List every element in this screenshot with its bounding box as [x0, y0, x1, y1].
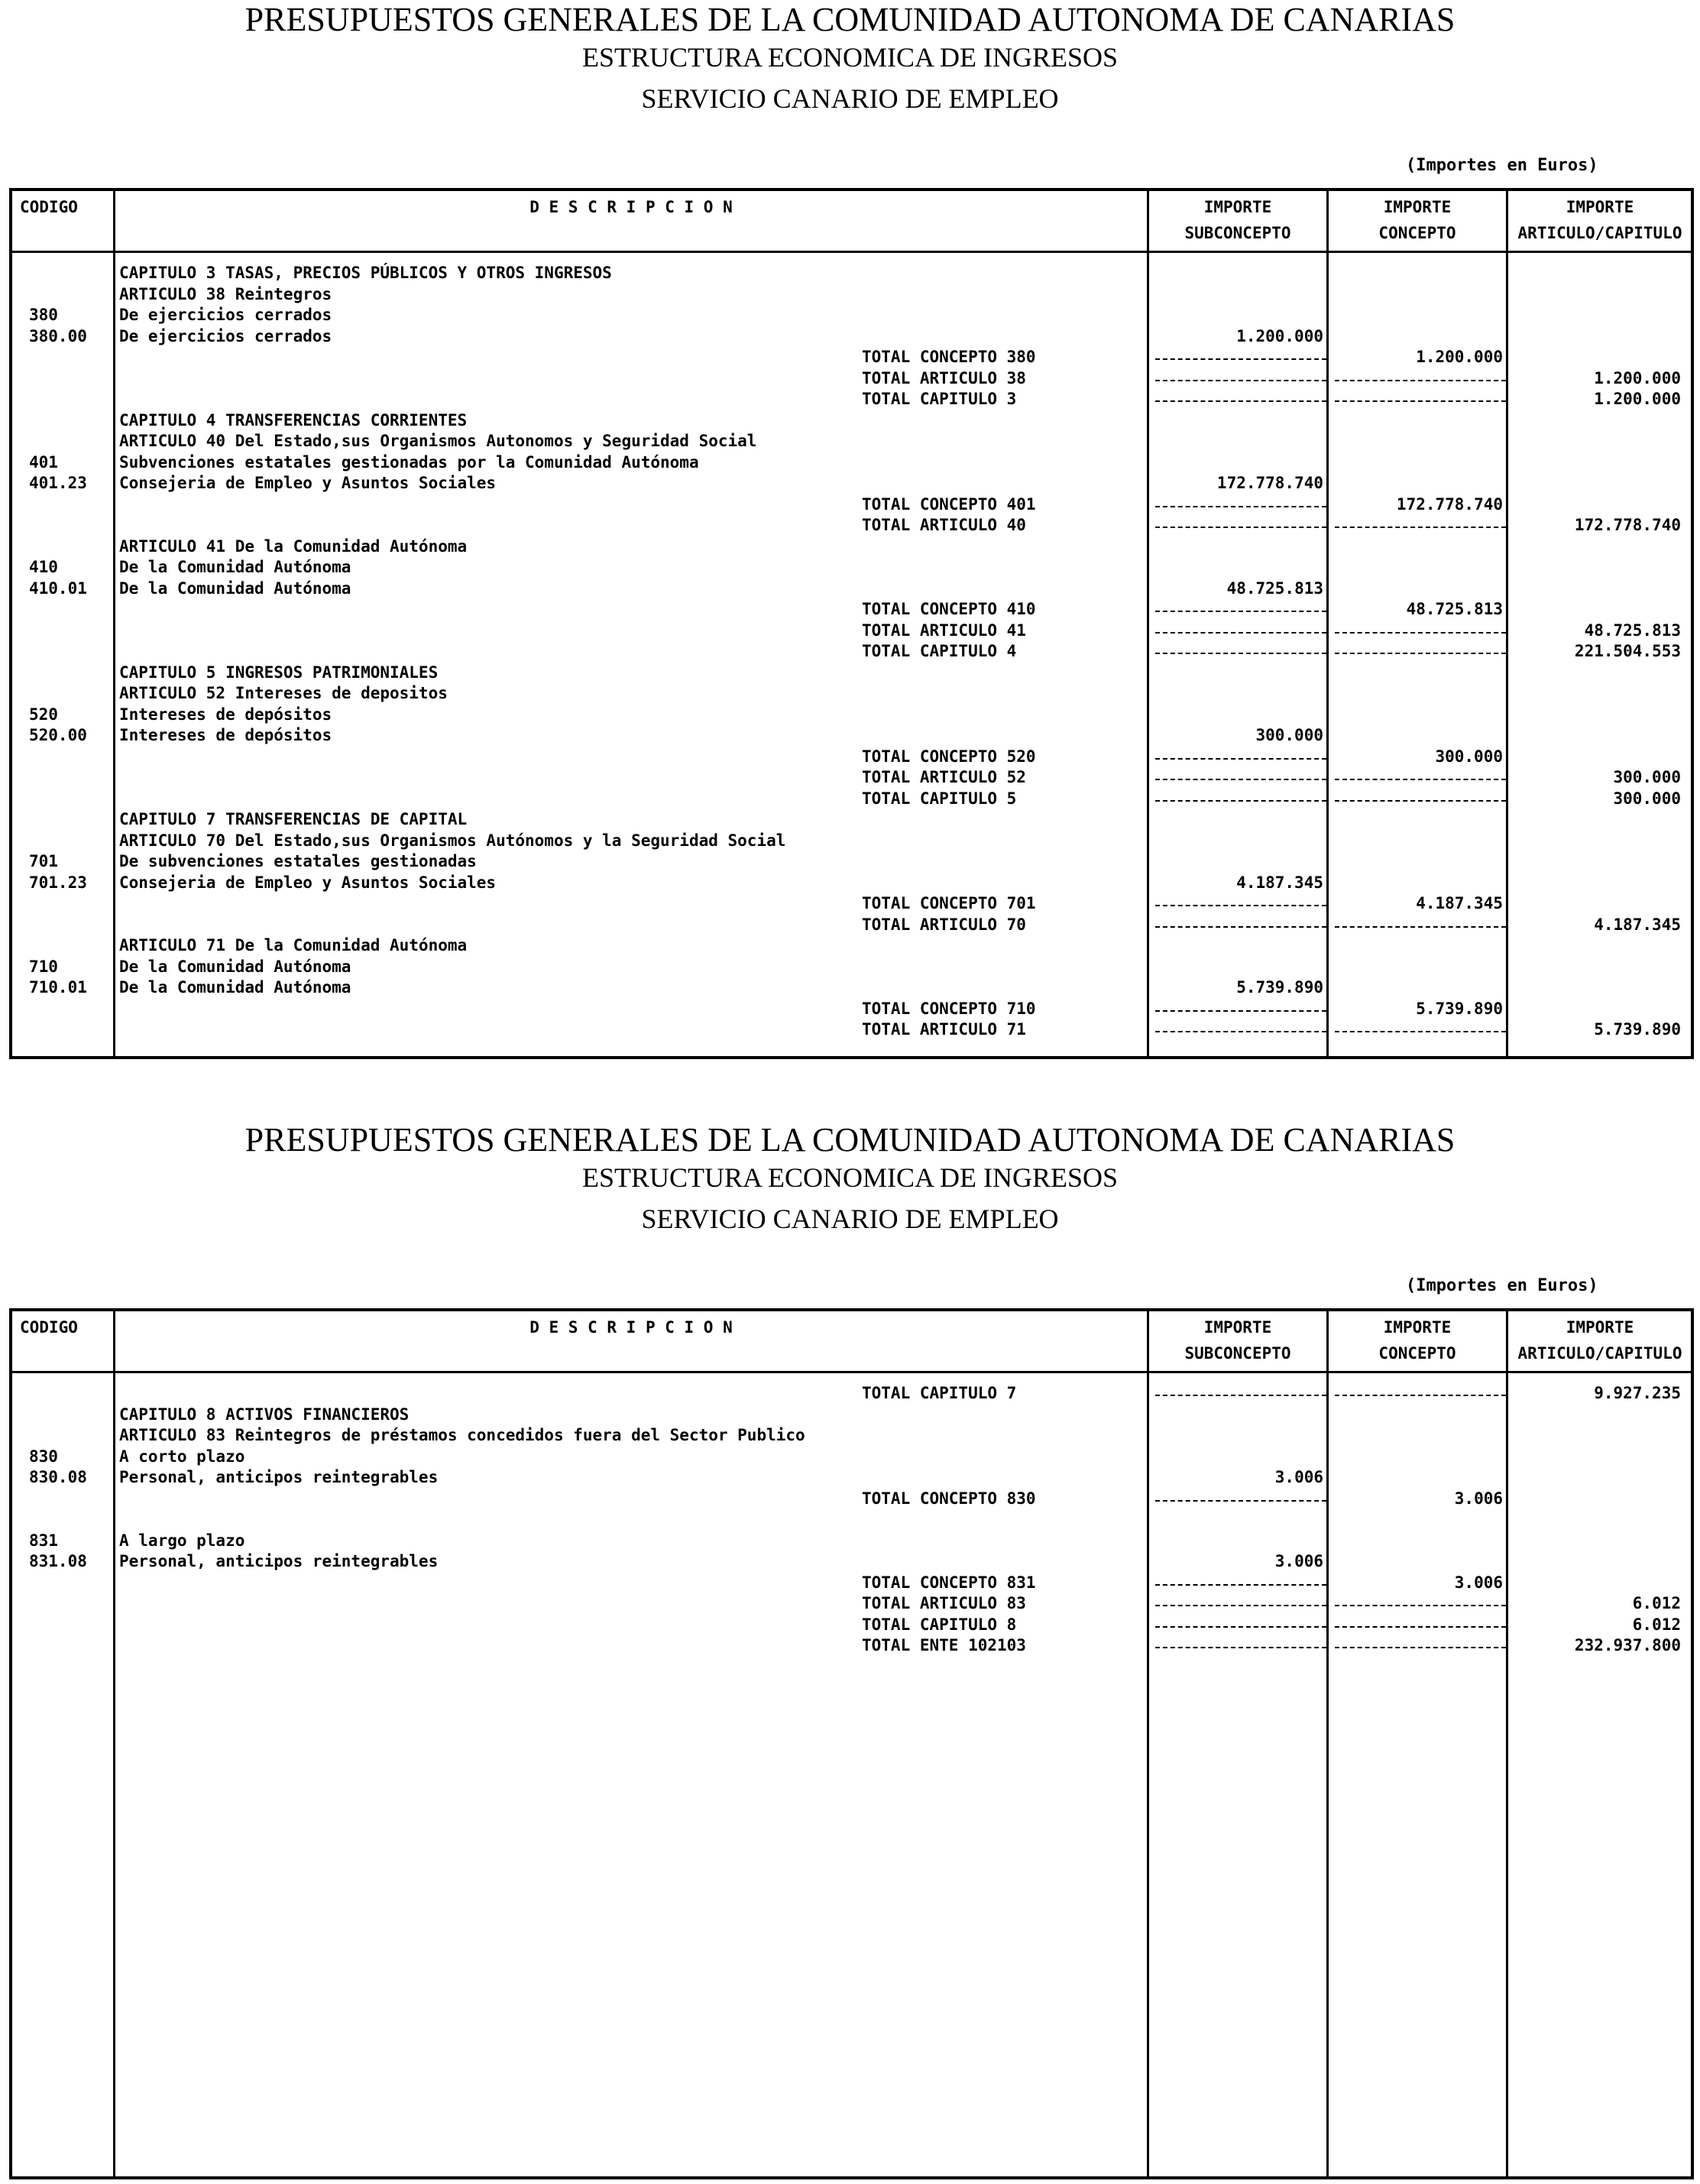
row-code: 701: [29, 852, 58, 870]
total-label: TOTAL ARTICULO 83: [862, 1594, 1026, 1612]
row-description: De la Comunidad Autónoma: [119, 978, 351, 996]
dash-leader: [1335, 1605, 1506, 1606]
row-description: Personal, anticipos reintegrables: [119, 1468, 439, 1486]
col-codigo: CODIGO: [20, 198, 78, 216]
dash-leader: [1155, 506, 1326, 507]
row-description: ARTICULO 41 De la Comunidad Autónoma: [119, 536, 468, 556]
table-row: [12, 410, 1691, 432]
total-label: TOTAL CONCEPTO 830: [862, 1489, 1036, 1508]
row-description: Consejeria de Empleo y Asuntos Sociales: [119, 873, 497, 892]
dash-leader: [1155, 400, 1326, 402]
row-description: Subvenciones estatales gestionadas por la Comunidad Autónoma: [119, 452, 699, 471]
row-code: 831: [29, 1531, 58, 1550]
total-label: TOTAL CAPITULO 4: [862, 642, 1017, 660]
table-row: [12, 725, 1691, 747]
total-label: TOTAL CAPITULO 8: [862, 1615, 1017, 1634]
row-code: 401: [29, 452, 58, 471]
row-description: A corto plazo: [119, 1447, 245, 1466]
total-label: TOTAL CAPITULO 3: [862, 390, 1017, 408]
table-row: [12, 1531, 1691, 1552]
col-importe-concepto-2: CONCEPTO: [1378, 1344, 1456, 1363]
table-row: [12, 957, 1691, 978]
col-importe-articulo-2: ARTICULO/CAPITULO: [1517, 224, 1682, 242]
importe-articulo-capitulo: 6.012: [1632, 1594, 1681, 1612]
row-code: 710: [29, 957, 58, 976]
total-label: TOTAL ARTICULO 40: [862, 516, 1026, 534]
row-description: De ejercicios cerrados: [119, 326, 332, 345]
dash-leader: [1155, 1584, 1326, 1586]
importe-articulo-capitulo: 1.200.000: [1594, 390, 1681, 408]
col-importe-articulo-1: IMPORTE: [1566, 1318, 1634, 1337]
total-label: TOTAL CAPITULO 7: [862, 1384, 1017, 1402]
total-label: TOTAL ARTICULO 38: [862, 368, 1026, 387]
dash-leader: [1155, 800, 1326, 802]
dash-leader: [1155, 380, 1326, 381]
dash-leader: [1155, 1031, 1326, 1032]
col-importe-articulo-1: IMPORTE: [1566, 198, 1634, 216]
dash-leader: [1155, 1500, 1326, 1502]
dash-leader: [1335, 1395, 1506, 1396]
importe-subconcepto: 3.006: [1274, 1468, 1323, 1486]
dash-leader: [1155, 632, 1326, 633]
table-row: [12, 683, 1691, 705]
total-label: TOTAL CAPITULO 5: [862, 789, 1017, 808]
row-description: A largo plazo: [119, 1531, 245, 1550]
total-row: [12, 893, 1691, 915]
total-row: [12, 599, 1691, 621]
row-description: CAPITULO 3 TASAS, PRECIOS PÚBLICOS Y OTROS INGRESOS: [119, 264, 612, 282]
total-row: [12, 515, 1691, 536]
total-label: TOTAL CONCEPTO 831: [862, 1573, 1036, 1592]
dash-leader: [1335, 400, 1506, 402]
importe-subconcepto: 300.000: [1255, 726, 1323, 744]
page-title: PRESUPUESTOS GENERALES DE LA COMUNIDAD AUTONOMA DE CANARIAS: [244, 1121, 1456, 1158]
importe-subconcepto: 172.778.740: [1216, 474, 1323, 492]
header-divider: [12, 1371, 1691, 1373]
dash-leader: [1155, 1647, 1326, 1648]
dash-leader: [1335, 779, 1506, 780]
table-row: [12, 263, 1691, 284]
dash-leader: [1335, 1626, 1506, 1628]
dash-leader: [1155, 1605, 1326, 1606]
dash-leader: [1155, 653, 1326, 654]
row-description: De la Comunidad Autónoma: [119, 957, 351, 976]
total-label: TOTAL ARTICULO 71: [862, 1020, 1026, 1039]
col-descripcion: D E S C R I P C I O N: [529, 198, 733, 216]
col-importe-subconcepto-2: SUBCONCEPTO: [1184, 224, 1291, 242]
table-row: [12, 705, 1691, 726]
table-body: [12, 1383, 1691, 1657]
total-label: TOTAL ARTICULO 52: [862, 768, 1026, 786]
page-subtitle: ESTRUCTURA ECONOMICA DE INGRESOS: [581, 42, 1119, 73]
row-code: 380.00: [29, 326, 87, 345]
total-row: [12, 1573, 1691, 1594]
row-code: 520.00: [29, 726, 87, 744]
row-code: 520: [29, 705, 58, 724]
table-row: [12, 1551, 1691, 1573]
table-row: [12, 305, 1691, 326]
importe-articulo-capitulo: 9.927.235: [1594, 1384, 1681, 1402]
total-label: TOTAL ARTICULO 70: [862, 915, 1026, 934]
row-code: 410.01: [29, 578, 87, 598]
importe-articulo-capitulo: 300.000: [1613, 768, 1681, 786]
col-importe-subconcepto-1: IMPORTE: [1203, 1318, 1272, 1337]
budget-table: [9, 1308, 1694, 2179]
importe-articulo-capitulo: 6.012: [1632, 1615, 1681, 1634]
total-label: TOTAL CONCEPTO 701: [862, 894, 1036, 912]
row-code: 830.08: [29, 1468, 87, 1486]
total-row: [12, 747, 1691, 768]
total-row: [12, 999, 1691, 1020]
table-row: [12, 663, 1691, 684]
row-description: De subvenciones estatales gestionadas: [119, 852, 477, 870]
row-description: CAPITULO 7 TRANSFERENCIAS DE CAPITAL: [119, 810, 468, 828]
importe-articulo-capitulo: 5.739.890: [1594, 1020, 1681, 1039]
total-label: TOTAL CONCEPTO 710: [862, 999, 1036, 1018]
dash-leader: [1155, 1395, 1326, 1396]
row-description: ARTICULO 38 Reintegros: [119, 284, 332, 303]
importe-concepto: 1.200.000: [1416, 348, 1503, 366]
table-row: [12, 851, 1691, 873]
col-descripcion: D E S C R I P C I O N: [529, 1318, 733, 1337]
budget-table: [9, 188, 1694, 1059]
col-importe-subconcepto-2: SUBCONCEPTO: [1184, 1344, 1291, 1363]
row-description: Intereses de depósitos: [119, 726, 332, 744]
row-description: Personal, anticipos reintegrables: [119, 1552, 439, 1570]
importe-concepto: 3.006: [1454, 1573, 1503, 1592]
dash-leader: [1335, 653, 1506, 654]
dash-leader: [1155, 1626, 1326, 1628]
table-row: [12, 452, 1691, 474]
col-importe-subconcepto-1: IMPORTE: [1203, 198, 1272, 216]
row-description: ARTICULO 52 Intereses de depositos: [119, 684, 448, 702]
table-row: [12, 831, 1691, 852]
table-row: [12, 977, 1691, 999]
row-description: Intereses de depósitos: [119, 705, 332, 724]
table-row: [12, 873, 1691, 894]
dash-leader: [1335, 800, 1506, 802]
importe-concepto: 172.778.740: [1396, 494, 1503, 514]
total-label: TOTAL ENTE 102103: [862, 1636, 1026, 1654]
importe-concepto: 3.006: [1454, 1489, 1503, 1508]
table-row: [12, 1425, 1691, 1447]
row-description: ARTICULO 83 Reintegros de préstamos concedidos fuera del Sector Publico: [119, 1426, 805, 1444]
table-row: [12, 578, 1691, 600]
importe-subconcepto: 1.200.000: [1236, 326, 1323, 345]
page-title: PRESUPUESTOS GENERALES DE LA COMUNIDAD AUTONOMA DE CANARIAS: [244, 1, 1456, 38]
col-importe-concepto-2: CONCEPTO: [1378, 224, 1456, 242]
importe-subconcepto: 4.187.345: [1236, 873, 1323, 892]
total-row: [12, 621, 1691, 642]
row-description: De la Comunidad Autónoma: [119, 578, 351, 598]
table-row: [12, 935, 1691, 957]
importe-articulo-capitulo: 4.187.345: [1594, 915, 1681, 934]
total-row: [12, 494, 1691, 516]
total-row: [12, 368, 1691, 390]
table-row: [12, 1467, 1691, 1489]
dash-leader: [1155, 926, 1326, 928]
table-row: [12, 431, 1691, 452]
row-description: CAPITULO 5 INGRESOS PATRIMONIALES: [119, 663, 439, 682]
row-description: CAPITULO 8 ACTIVOS FINANCIEROS: [119, 1405, 410, 1424]
total-row: [12, 347, 1691, 368]
total-row: [12, 915, 1691, 936]
row-code: 830: [29, 1447, 58, 1466]
total-label: TOTAL CONCEPTO 380: [862, 348, 1036, 366]
dash-leader: [1155, 611, 1326, 612]
table-row: [12, 1447, 1691, 1468]
importe-concepto: 4.187.345: [1416, 894, 1503, 912]
importe-articulo-capitulo: 221.504.553: [1574, 642, 1681, 660]
row-description: Consejeria de Empleo y Asuntos Sociales: [119, 474, 497, 492]
dash-leader: [1155, 1010, 1326, 1012]
total-row: [12, 789, 1691, 810]
dash-leader: [1155, 358, 1326, 360]
row-description: De la Comunidad Autónoma: [119, 558, 351, 576]
importe-articulo-capitulo: 1.200.000: [1594, 368, 1681, 387]
importe-concepto: 48.725.813: [1406, 600, 1503, 618]
total-row: [12, 1615, 1691, 1636]
total-row: [12, 767, 1691, 789]
importe-subconcepto: 3.006: [1274, 1552, 1323, 1570]
importe-articulo-capitulo: 300.000: [1613, 789, 1681, 808]
service-name: SERVICIO CANARIO DE EMPLEO: [641, 1204, 1059, 1234]
col-importe-articulo-2: ARTICULO/CAPITULO: [1517, 1344, 1682, 1363]
total-row: [12, 1489, 1691, 1510]
col-importe-concepto-1: IMPORTE: [1383, 1318, 1452, 1337]
units-note: (Importes en Euros): [1406, 156, 1598, 175]
row-code: 410: [29, 558, 58, 576]
row-description: CAPITULO 4 TRANSFERENCIAS CORRIENTES: [119, 410, 468, 429]
row-code: 380: [29, 306, 58, 324]
row-description: ARTICULO 70 Del Estado,sus Organismos Autónomos y la Seguridad Social: [119, 831, 786, 850]
importe-subconcepto: 48.725.813: [1226, 578, 1323, 598]
row-description: De ejercicios cerrados: [119, 306, 332, 324]
table-row: [12, 536, 1691, 558]
col-importe-concepto-1: IMPORTE: [1383, 198, 1452, 216]
total-row: [12, 641, 1691, 663]
dash-leader: [1335, 527, 1506, 528]
dash-leader: [1155, 758, 1326, 760]
table-body: [12, 263, 1691, 1041]
dash-leader: [1335, 926, 1506, 928]
row-code: 831.08: [29, 1552, 87, 1570]
table-row: [12, 326, 1691, 348]
table-row: [12, 1405, 1691, 1426]
row-code: 710.01: [29, 978, 87, 996]
table-row: [12, 809, 1691, 831]
table-row: [12, 1509, 1691, 1531]
importe-articulo-capitulo: 48.725.813: [1584, 621, 1681, 640]
importe-concepto: 300.000: [1435, 747, 1503, 766]
row-description: ARTICULO 71 De la Comunidad Autónoma: [119, 936, 468, 954]
table-row: [12, 557, 1691, 578]
service-name: SERVICIO CANARIO DE EMPLEO: [641, 83, 1059, 114]
total-row: [12, 389, 1691, 410]
col-codigo: CODIGO: [20, 1318, 78, 1337]
importe-subconcepto: 5.739.890: [1236, 978, 1323, 996]
total-label: TOTAL CONCEPTO 520: [862, 747, 1036, 766]
dash-leader: [1155, 779, 1326, 780]
row-code: 701.23: [29, 873, 87, 892]
dash-leader: [1335, 1031, 1506, 1032]
total-label: TOTAL CONCEPTO 410: [862, 600, 1036, 618]
importe-articulo-capitulo: 172.778.740: [1574, 516, 1681, 534]
dash-leader: [1335, 380, 1506, 381]
table-row: [12, 284, 1691, 306]
table-row: [12, 473, 1691, 494]
units-note: (Importes en Euros): [1406, 1276, 1598, 1295]
dash-leader: [1155, 905, 1326, 906]
dash-leader: [1155, 527, 1326, 528]
total-row: [12, 1593, 1691, 1615]
total-label: TOTAL CONCEPTO 401: [862, 494, 1036, 514]
total-row: [12, 1383, 1691, 1405]
total-label: TOTAL ARTICULO 41: [862, 621, 1026, 640]
total-row: [12, 1635, 1691, 1657]
total-row: [12, 1019, 1691, 1041]
header-divider: [12, 251, 1691, 253]
dash-leader: [1335, 632, 1506, 633]
dash-leader: [1335, 1647, 1506, 1648]
importe-articulo-capitulo: 232.937.800: [1574, 1636, 1681, 1654]
row-code: 401.23: [29, 474, 87, 492]
row-description: ARTICULO 40 Del Estado,sus Organismos Autonomos y Seguridad Social: [119, 432, 757, 450]
page-subtitle: ESTRUCTURA ECONOMICA DE INGRESOS: [581, 1162, 1119, 1193]
importe-concepto: 5.739.890: [1416, 999, 1503, 1018]
